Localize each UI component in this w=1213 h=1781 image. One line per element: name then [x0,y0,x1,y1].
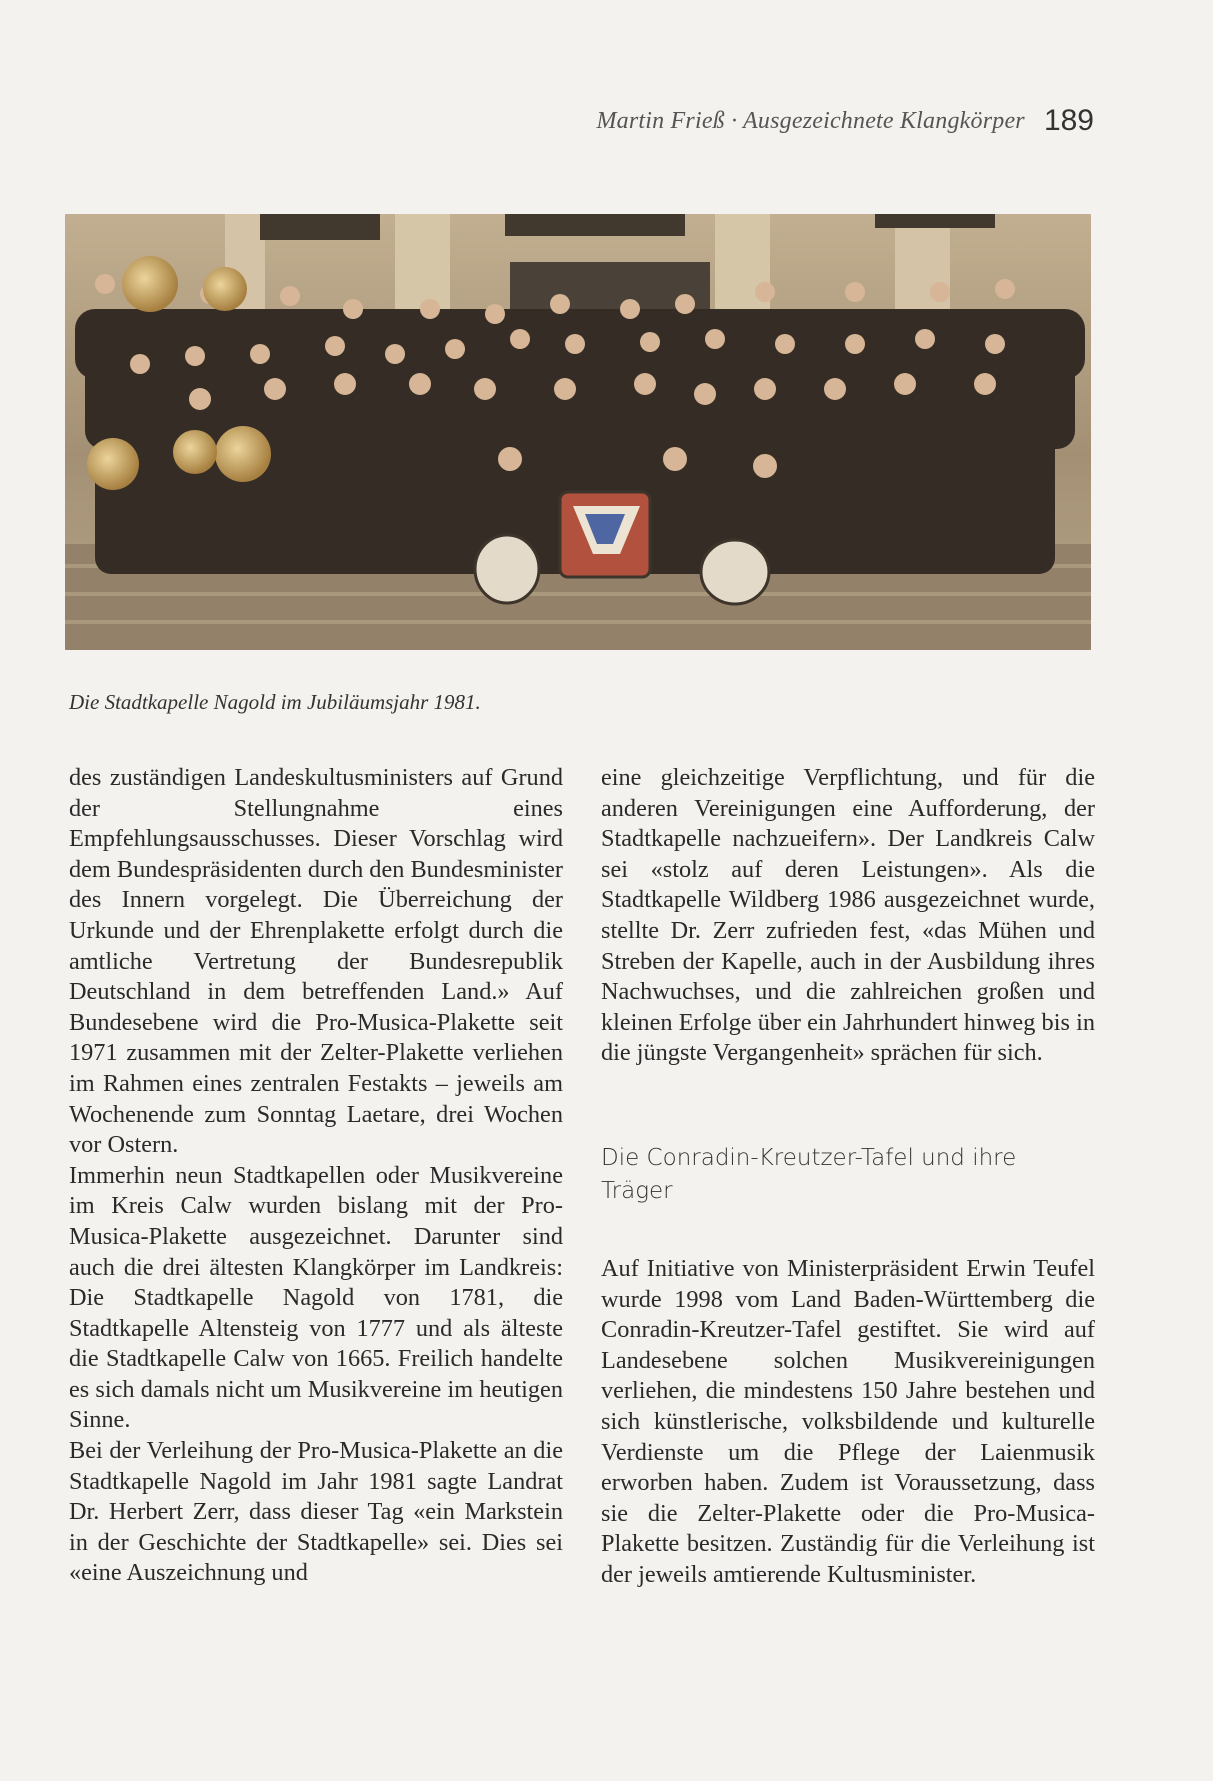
figure-caption: Die Stadtkapelle Nagold im Jubiläumsjahr 1981. [69,690,481,714]
right-column-bottom [601,1254,1095,1591]
paragraph: Auf Initiative von Ministerpräsident Erwin Teufel wurde 1998 vom Land Baden-Württemberg die Conradin-Kreutzer-Tafel gestiftet. Sie wird auf Landesebene solchen Musikvereinigungen verliehen, die mindestens 150 Jahre bestehen und sich künstlerische, volksbildende und kulturelle Verdienste um die Pflege der Laienmusik erworben haben. Zudem ist Voraussetzung, dass sie die Zelter-Plakette oder die Pro-Musica-Plakette besitzen. Zuständig für die Verleihung ist der jeweils amtierende Kultusminister. [601,1255,1095,1588]
paragraph: Immerhin neun Stadtkapellen oder Musikvereine im Kreis Calw wurden bislang mit der Pro-Musica-Plakette ausgezeichnet. Darunter sind auch die drei ältesten Klangkörper im Landkreis: Die Stadtkapelle Nagold von 1781, die Stadtkapelle Altensteig von 1777 und als älteste die Stadtkapelle Calw von 1665. Freilich handelte es sich damals nicht um Musikvereine im heutigen Sinne. [69,1161,563,1434]
section-heading: Die Conradin-Kreutzer-Tafel und ihre Träger [601,1145,1017,1204]
band-group-photo [65,214,1091,650]
running-header-title: Martin Frieß · Ausgezeichnete Klangkörper [596,108,1025,134]
left-column [69,763,563,1589]
photo-illustration [65,214,1091,650]
right-column-top [601,763,1095,1069]
paragraph: eine gleichzeitige Verpflichtung, und für die anderen Vereinigungen eine Aufforderung, der Stadtkapelle nachzueifern». Der Landkreis Calw sei «stolz auf deren Leistungen». Als die Stadtkapelle Wildberg 1986 ausgezeichnet wurde, stellte Dr. Zerr zufrieden fest, «das Mühen und Streben der Kapelle, auch in der Ausbildung ihres Nachwuchses, und die zahlreichen großen und kleinen Erfolge über ein Jahrhundert hinweg bis in die jüngste Vergangenheit» sprächen für sich. [601,764,1095,1067]
paragraph: Bei der Verleihung der Pro-Musica-Plakette an die Stadtkapelle Nagold im Jahr 1981 sagte Landrat Dr. Herbert Zerr, dass dieser Tag «ein Markstein in der Geschichte der Stadtkapelle» sei. Dies sei «eine Auszeichnung und [69,1437,563,1587]
running-header [0,104,1094,138]
page-number: 189 [1043,104,1094,137]
paragraph: des zuständigen Landeskultusministers auf Grund der Stellungnahme eines Empfehlungsausschusses. Dieser Vorschlag wird dem Bundespräsidenten durch den Bundesminister des Innern vorgelegt. Die Überreichung der Urkunde und der Ehrenplakette erfolgt durch die amtliche Vertretung der Bundesrepublik Deutschland in dem betreffenden Land.» Auf Bundesebene wird die Pro-Musica-Plakette seit 1971 zusammen mit der Zelter-Plakette verliehen im Rahmen eines zentralen Festakts – jeweils am Wochenende zum Sonntag Laetare, drei Wochen vor Ostern. [69,764,563,1159]
